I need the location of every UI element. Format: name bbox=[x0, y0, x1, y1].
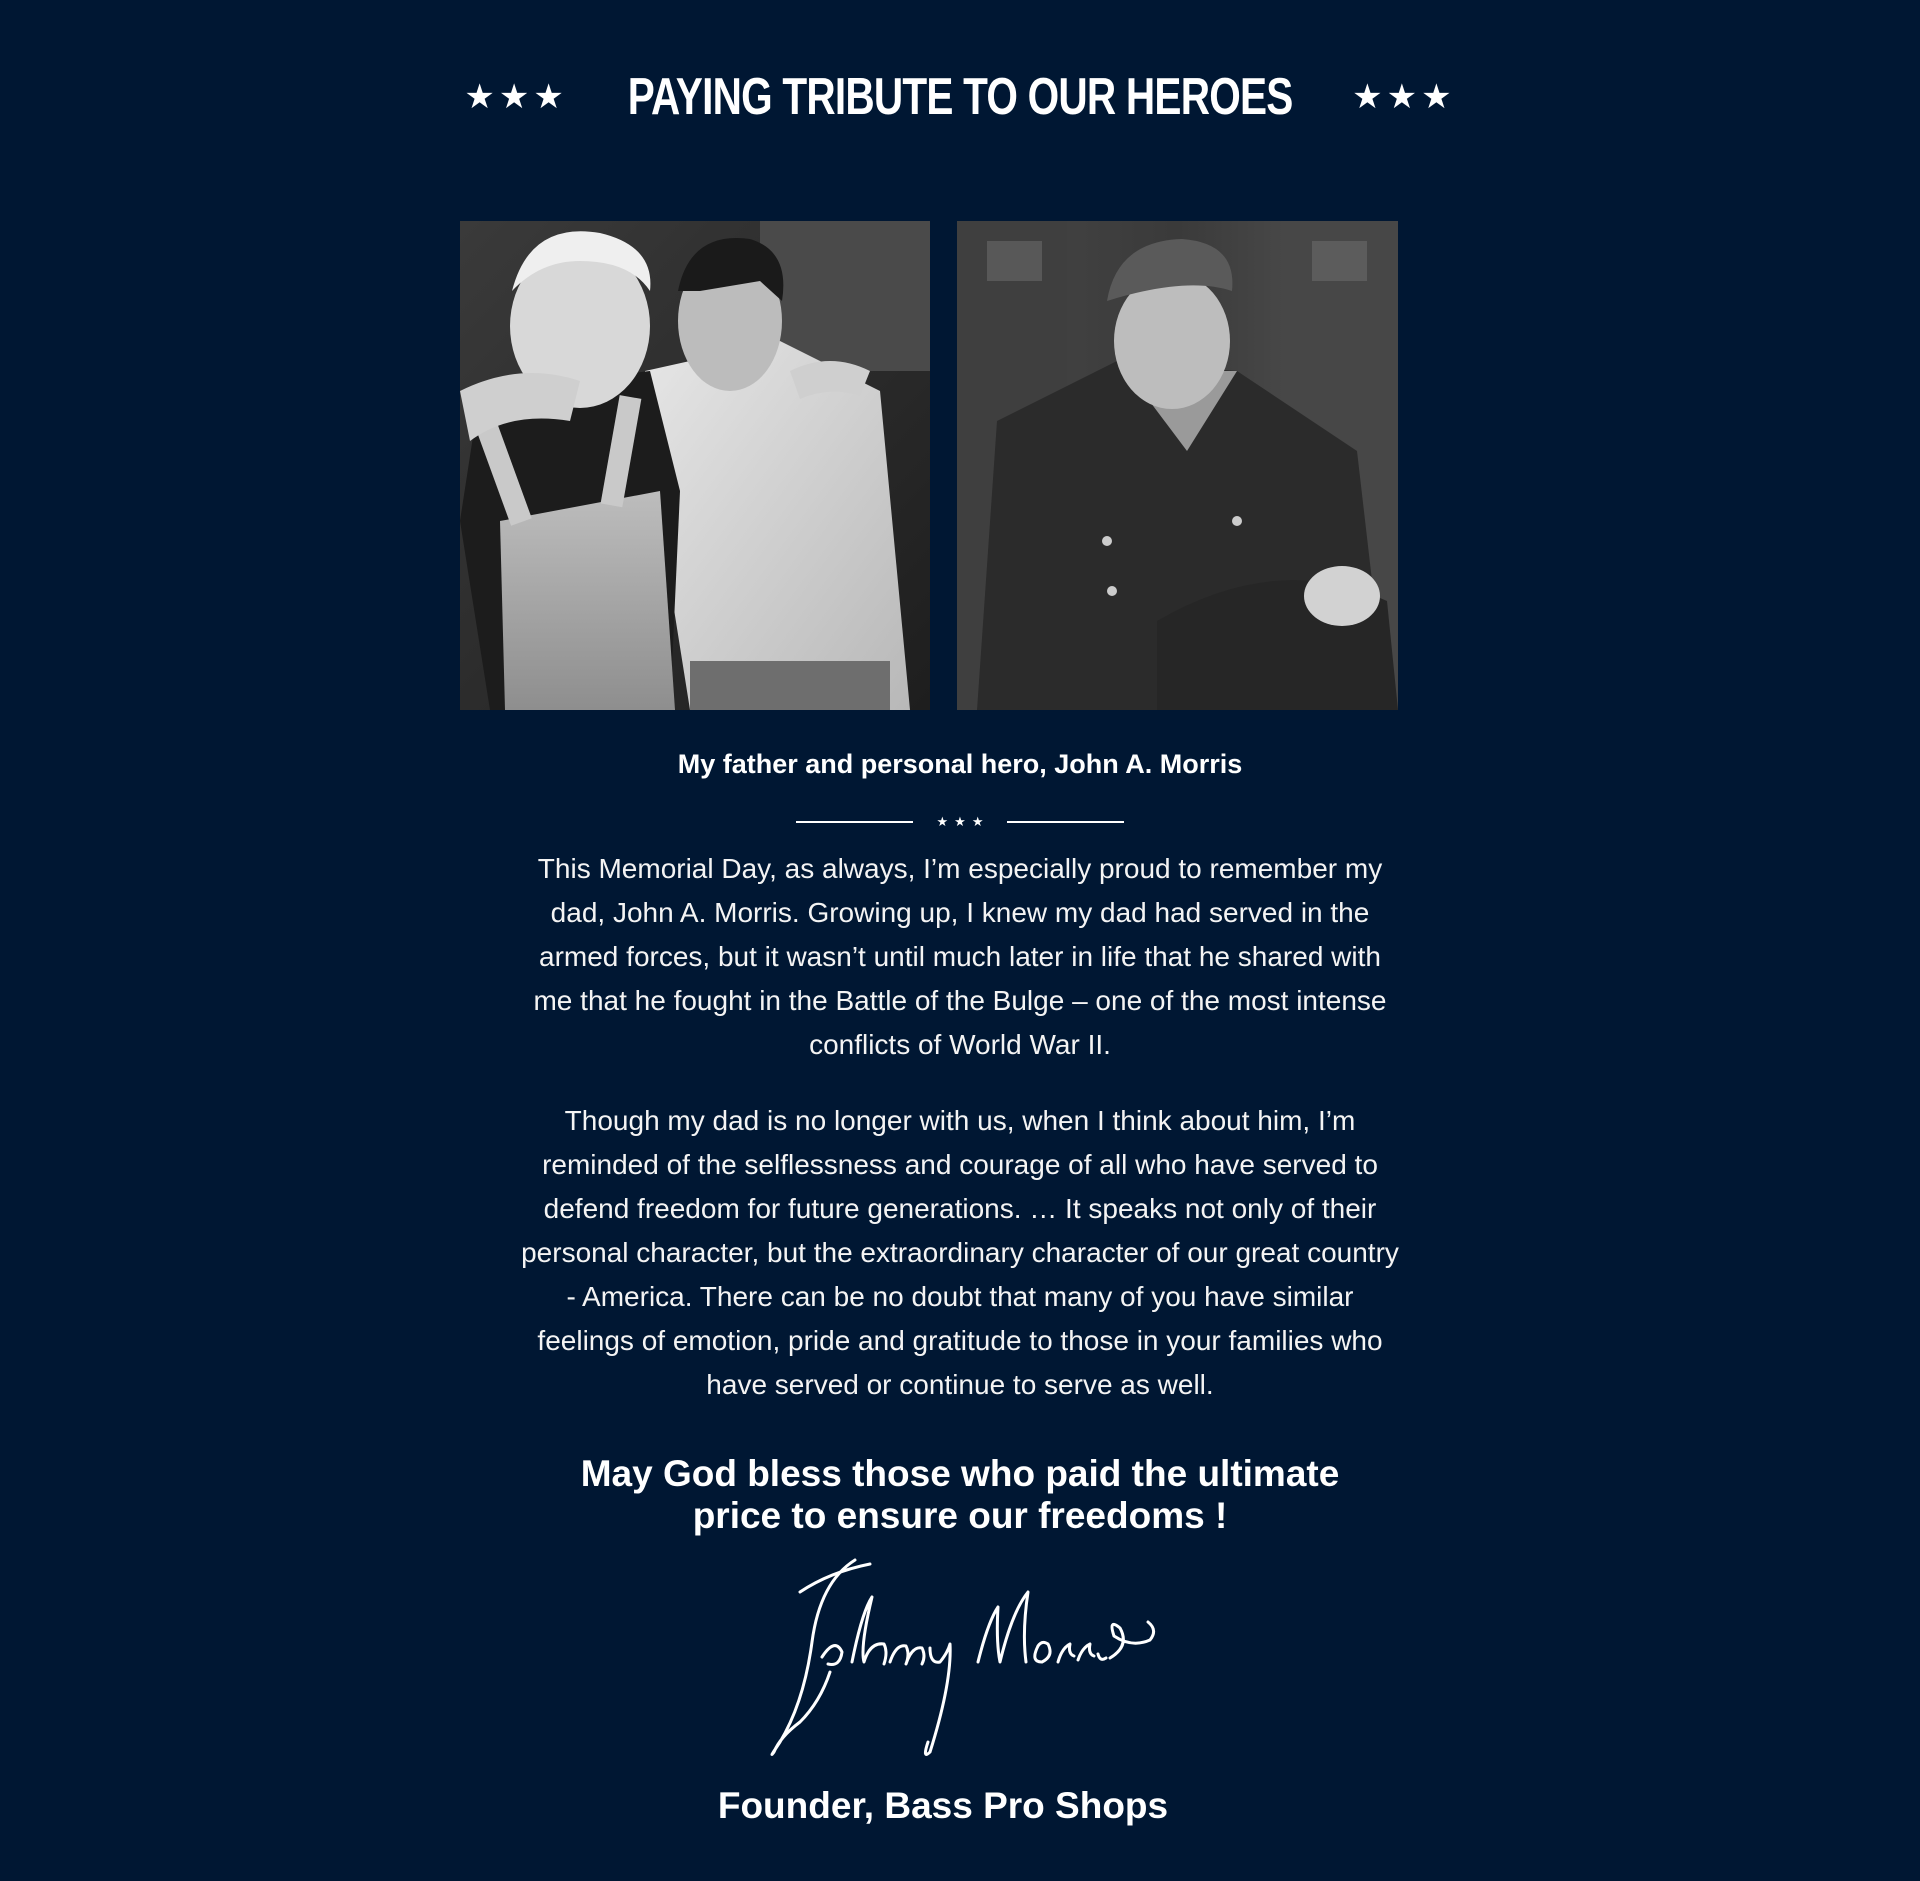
divider-line-right bbox=[1007, 821, 1124, 823]
star-divider bbox=[0, 810, 1920, 834]
star-icon-group-left: ★★★ bbox=[464, 77, 568, 117]
page-title: PAYING TRIBUTE TO OUR HEROES bbox=[627, 68, 1293, 126]
photo-soldier bbox=[957, 221, 1398, 710]
blessing-statement: May God bless those who paid the ultimate price to ensure our freedoms ! bbox=[580, 1453, 1340, 1536]
star-icon-group-right: ★★★ bbox=[1352, 77, 1456, 117]
founder-title: Founder, Bass Pro Shops bbox=[717, 1785, 1169, 1826]
photo-father-and-son bbox=[460, 221, 930, 710]
photo-caption: My father and personal hero, John A. Morris bbox=[677, 749, 1243, 779]
body-paragraph-1: This Memorial Day, as always, I’m especially proud to remember my dad, John A. Morris. Growing up, I knew my dad had served in the armed forces, but it wasn’t until much later in life that he shared with me that he fought in the Battle of the Bulge – one of the most intense conflicts of World War II. bbox=[533, 853, 1387, 1060]
divider-line-left bbox=[796, 821, 913, 823]
star-icon-group: ★★★ bbox=[936, 814, 990, 830]
signature bbox=[760, 1552, 1160, 1762]
body-paragraph-2: Though my dad is no longer with us, when I think about him, I’m reminded of the selflessness and courage of all who have served to defend freedom for future generations. … It speaks not only of their personal character, but the extraordinary character of our great country - America. There can be no doubt that many of you have similar feelings of emotion, pride and gratitude to those in your families who have served or continue to serve as well. bbox=[521, 1105, 1399, 1400]
tribute-header bbox=[0, 62, 1920, 132]
